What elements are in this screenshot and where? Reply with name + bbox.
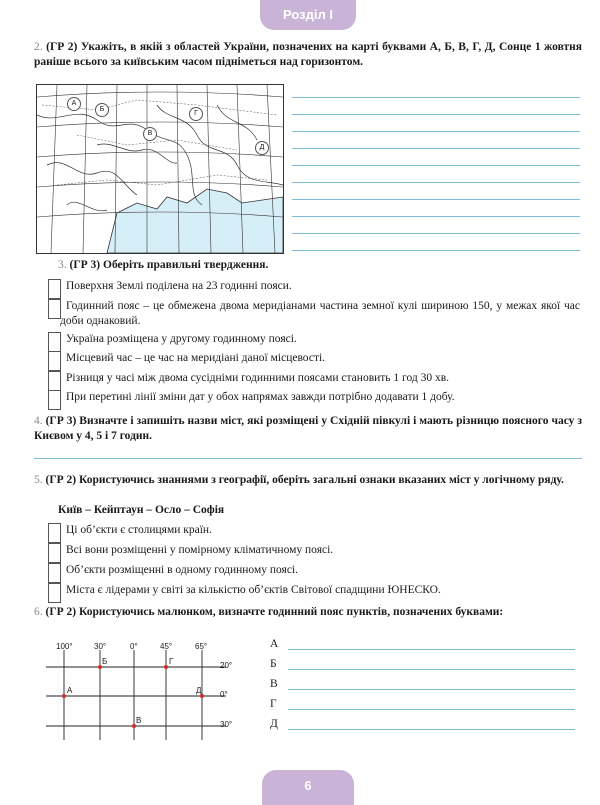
q6-answer-b[interactable]: Б [270,656,575,676]
q5-option-2[interactable]: Всі вони розміщенні у помірному кліматичному поясі. [60,543,580,558]
q5-checkbox[interactable] [48,543,61,563]
meridian-label: 30° [94,642,107,651]
q3-checkbox[interactable] [48,371,61,391]
page-number: 6 [262,770,354,805]
q5-number: 5. [34,474,43,486]
question-4 [34,414,582,444]
q4-answer-lines[interactable] [34,442,582,459]
meridian-label: 100° [56,642,73,651]
parallel-label: 30° [220,720,233,729]
question-3 [58,258,578,273]
q2-grade: (ГР 2) [46,41,78,53]
q3-number: 3. [58,259,67,271]
meridian-label: 65° [195,642,208,651]
q6-answer-v[interactable]: В [270,676,575,696]
q6-number: 6. [34,606,43,618]
q2-text: Укажіть, в якій з областей України, позначених на карті буквами А, Б, В, Г, Д, Сонце 1 жовтня раніше всього за київським часом підніметься над горизонтом. [34,41,582,68]
q5-option-3[interactable]: Об’єкти розміщенні в одному годинному поясі. [60,563,580,578]
parallel-label: 0° [220,690,228,699]
q5-option-4[interactable]: Міста є лідерами у світі за кількістю об’єктів Світової спадщини ЮНЕСКО. [60,583,580,598]
q5-series: Київ – Кейптаун – Осло – Софія [58,504,225,516]
point-label: Б [102,657,108,666]
q3-option-5[interactable]: Різниця у часі між двома сусідніми годинними поясами становить 1 год 30 хв. [60,371,580,386]
q3-option-6[interactable]: При перетині лінії зміни дат у обох напрямах завжди потрібно додавати 1 добу. [60,390,580,405]
q3-option-3[interactable]: Україна розміщена у другому годинному поясі. [60,332,580,347]
q5-text: Користуючись знаннями з географії, оберіть загальні ознаки вказаних міст у логічному ряду. [76,474,564,486]
q3-checkbox[interactable] [48,299,61,319]
point-label: Г [169,657,174,666]
q3-checkbox[interactable] [48,390,61,410]
q4-text: Визначте і запишіть назви міст, які розміщені у Східній півкулі і мають різницю поясного часу з Києвом у 4, 5 і 7 годин. [34,415,582,442]
section-tab: Розділ І [260,0,356,30]
map-marker-b: Б [95,103,109,117]
q5-option-1[interactable]: Ці об’єкти є столицями країн. [60,523,580,538]
question-6 [34,605,582,620]
q3-text: Оберіть правильні твердження. [100,259,269,271]
q3-checkbox[interactable] [48,279,61,299]
q3-checkbox[interactable] [48,351,61,371]
q6-text: Користуючись малюнком, визначте годинний пояс пунктів, позначених буквами: [76,606,504,618]
q3-option-2[interactable]: Годинний пояс – це обмежена двома меридіанами частина земної кулі шириною 150, у межах якої час доби однаковий. [60,299,580,329]
map-marker-d: Д [255,141,269,155]
q6-answer-a[interactable]: А [270,636,575,656]
q2-number: 2. [34,41,43,53]
question-2 [34,40,582,70]
q3-checkbox[interactable] [48,332,61,352]
question-5 [34,473,582,488]
q3-grade: (ГР 3) [69,259,101,271]
q5-checkbox[interactable] [48,523,61,543]
q6-answer-d[interactable]: Д [270,716,575,736]
q4-number: 4. [34,415,43,427]
meridian-label: 0° [130,642,138,651]
coordinate-grid [36,640,246,740]
map-marker-g: Г [189,107,203,121]
meridian-label: 45° [160,642,173,651]
map-marker-a: А [67,97,81,111]
point-label: Д [196,686,202,695]
ukraine-map [36,84,284,254]
q3-option-4[interactable]: Місцевий час – це час на меридіані даної місцевості. [60,351,580,366]
q4-grade: (ГР 3) [45,415,77,427]
q3-option-1[interactable]: Поверхня Землі поділена на 23 годинні пояси. [60,279,580,294]
q5-checkbox[interactable] [48,563,61,583]
parallel-label: 20° [220,661,233,670]
q2-answer-lines[interactable] [292,84,580,251]
point-label: А [67,686,73,695]
q5-grade: (ГР 2) [45,474,77,486]
q6-grade: (ГР 2) [45,606,77,618]
point-label: В [136,716,142,725]
map-marker-v: В [143,127,157,141]
q5-checkbox[interactable] [48,583,61,603]
q6-answer-g[interactable]: Г [270,696,575,716]
